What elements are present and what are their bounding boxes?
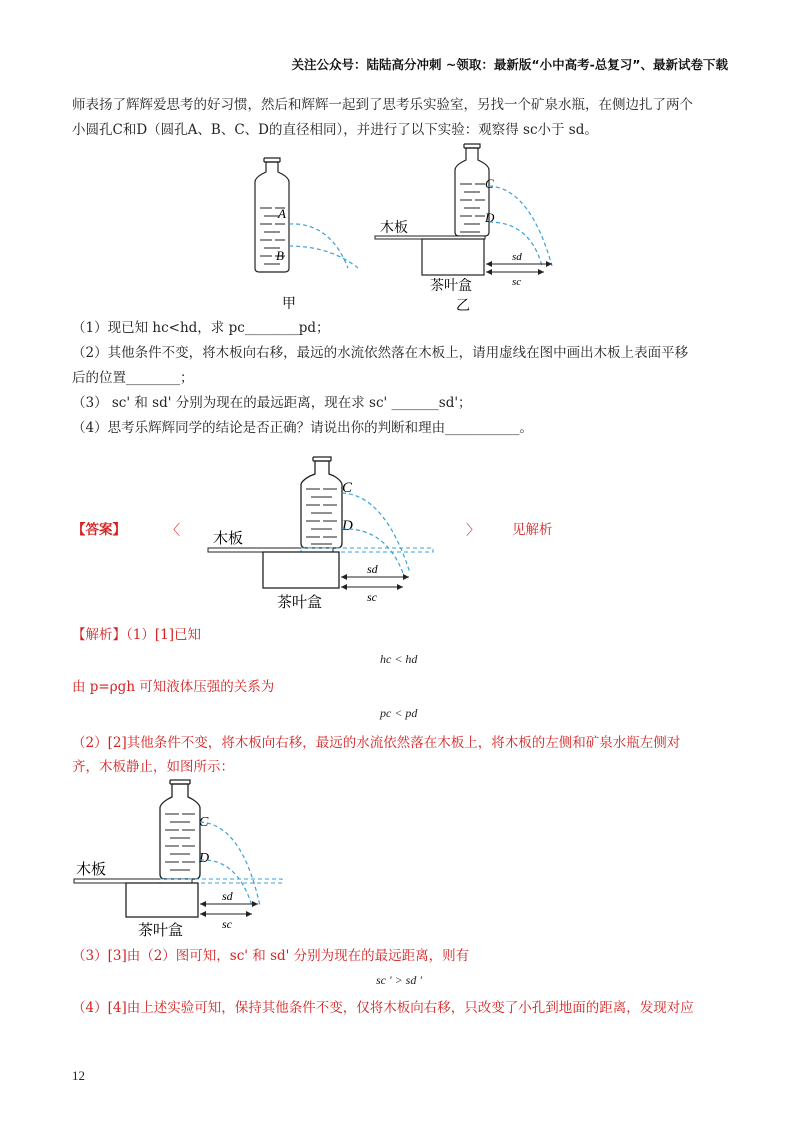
question-3: （3） sc' 和 sd' 分别为现在的最远距离，现在求 sc' _______sd'；: [72, 395, 472, 411]
question-2-line-1: （2）其他条件不变，将木板向右移，最远的水流依然落在木板上，请用虚线在图中画出木板上表面平移: [72, 345, 689, 361]
equation-p: pc < pd: [380, 706, 418, 720]
hole-B-label: B: [276, 248, 284, 263]
tea-box: [422, 239, 484, 275]
caption-jia: 甲: [282, 297, 296, 312]
answer-tail: 见解析: [512, 522, 553, 538]
question-4: （4）思考乐辉辉同学的结论是否正确？请说出你的判断和理由___________。: [72, 420, 533, 436]
water-yi: [460, 184, 485, 232]
analysis-tea-box-label: 茶叶盒: [138, 923, 184, 939]
intro-line-1: 师表扬了辉辉爱思考的好习惯，然后和辉辉一起到了思考乐实验室，另找一个矿泉水瓶，在侧边扎了两个: [72, 97, 693, 113]
answer-C-label: C: [342, 480, 353, 496]
analysis-step-3: （3）[3]由（2）图可知，sc' 和 sd' 分别为现在的最远距离，则有: [72, 948, 470, 964]
equation-s: sc ' > sd ': [376, 973, 422, 987]
analysis-figure: [72, 778, 292, 940]
equation-h: hc < hd: [380, 652, 418, 666]
analysis-sd-label: sd: [222, 889, 233, 903]
analysis-step-2-line-2: 齐，木板静止，如图所示：: [72, 759, 234, 775]
answer-figure: [205, 455, 440, 615]
answer-sd-label: sd: [367, 562, 378, 576]
question-2-line-2: 后的位置________；: [72, 370, 194, 386]
answer-open-bracket: 〈: [166, 523, 180, 539]
answer-tea-box-label: 茶叶盒: [277, 595, 323, 611]
hole-D-label: D: [485, 210, 495, 225]
answer-sc-label: sc: [367, 590, 377, 604]
answer-tea-box: [263, 552, 339, 588]
tea-box-label: 茶叶盒: [430, 279, 472, 294]
question-1: （1）现已知 hc<hd，求 pc________pd；: [72, 320, 330, 336]
caption-yi: 乙: [456, 299, 470, 314]
board-label: 木板: [380, 221, 408, 236]
answer-board-label: 木板: [213, 531, 244, 547]
analysis-tea-box: [126, 883, 198, 917]
sd-label: sd: [512, 251, 522, 263]
stream-B: [289, 246, 358, 268]
answer-label: 【答案】: [72, 522, 126, 538]
analysis-C-label: C: [199, 815, 209, 830]
analysis-step-4: （4）[4]由上述实验可知，保持其他条件不变，仅将木板向右移，只改变了小孔到地面的距离，发现对应: [72, 1000, 694, 1016]
page-header: 关注公众号：陆陆高分冲刺 ~领取：最新版“小中高考-总复习”、最新试卷下载: [291, 57, 728, 72]
bottle-yi: [455, 144, 489, 236]
analysis-step-2-line-1: （2）[2]其他条件不变，将木板向右移，最远的水流依然落在木板上，将木板的左侧和矿泉水瓶左侧对: [72, 735, 681, 751]
sc-label: sc: [512, 276, 522, 288]
hole-A-label: A: [278, 206, 286, 221]
intro-line-2: 小圆孔C和D（圆孔A、B、C、D的直径相同），并进行了以下实验：观察得 sc小于 sd。: [72, 122, 598, 138]
analysis-sc-label: sc: [222, 917, 232, 931]
experiment-figure: [230, 140, 570, 315]
analysis-board-label: 木板: [76, 862, 107, 878]
analysis-D-label: D: [199, 851, 210, 866]
page-number: 12: [72, 1068, 85, 1083]
analysis-pressure-line: 由 p=ρgh 可知液体压强的关系为: [72, 679, 275, 695]
answer-close-bracket: 〉: [466, 523, 480, 539]
answer-D-label: D: [342, 518, 353, 534]
hole-C-label: C: [485, 176, 494, 191]
analysis-label: 【解析】（1）[1]已知: [72, 627, 201, 643]
